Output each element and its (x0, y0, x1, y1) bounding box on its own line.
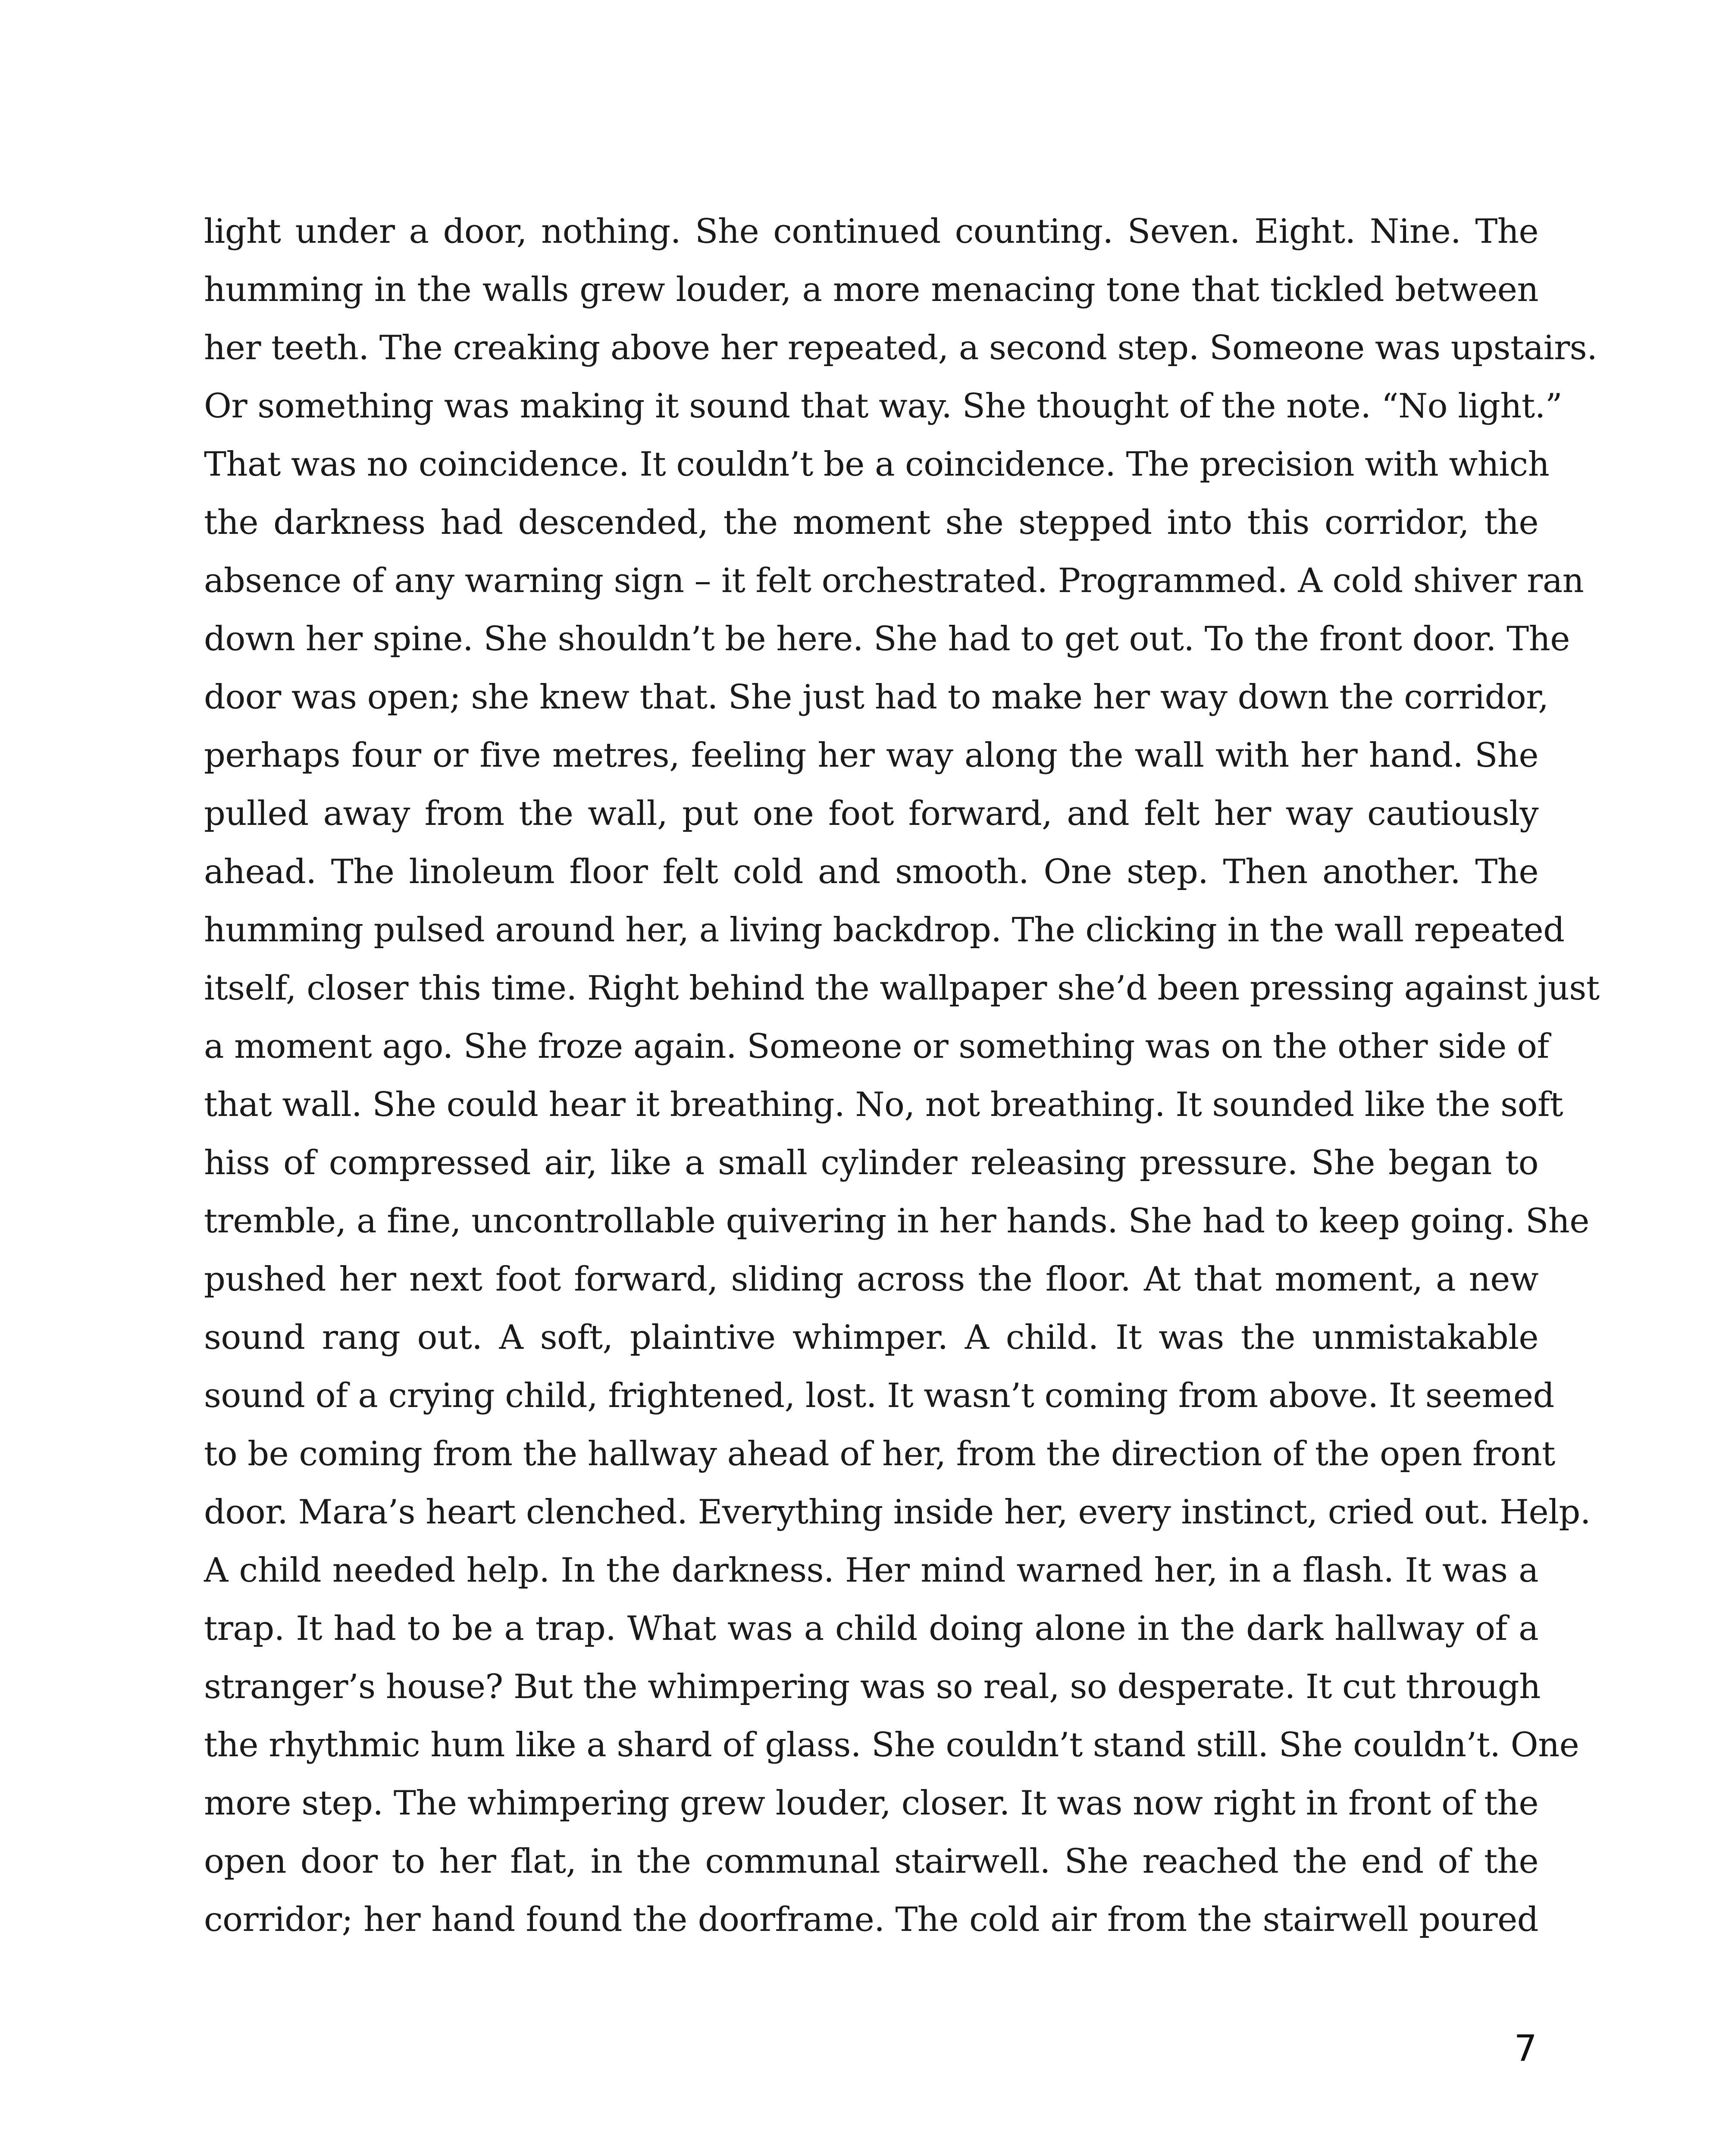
text-line: humming in the walls grew louder, a more menacing tone that tickled between (204, 270, 1538, 309)
text-line: door was open; she knew that. She just had to make her way down the corridor, (204, 678, 1549, 717)
text-line: itself, closer this time. Right behind the wallpaper she’d been pressing against just (204, 969, 1600, 1008)
text-line: Or something was making it sound that way. She thought of the note. “No light.” (204, 387, 1563, 426)
text-line: tremble, a fine, uncontrollable quivering in her hands. She had to keep going. She (204, 1202, 1589, 1241)
text-line: stranger’s house? But the whimpering was so real, so desperate. It cut through (204, 1667, 1541, 1706)
text-line: absence of any warning sign – it felt orchestrated. Programmed. A cold shiver ran (204, 561, 1584, 600)
text-line: ahead. The linoleum floor felt cold and smooth. One step. Then another. The (204, 852, 1538, 891)
text-line: the rhythmic hum like a shard of glass. She couldn’t stand still. She couldn’t. One (204, 1726, 1579, 1764)
text-line: a moment ago. She froze again. Someone or something was on the other side of (204, 1027, 1549, 1066)
page-number: 7 (1514, 2027, 1537, 2069)
text-line: sound rang out. A soft, plaintive whimper. A child. It was the unmistakable (204, 1318, 1538, 1357)
text-line: to be coming from the hallway ahead of her, from the direction of the open front (204, 1435, 1555, 1473)
text-line: pulled away from the wall, put one foot forward, and felt her way cautiously (204, 794, 1538, 833)
text-line: that wall. She could hear it breathing. No, not breathing. It sounded like the soft (204, 1085, 1563, 1124)
text-line: trap. It had to be a trap. What was a child doing alone in the dark hallway of a (204, 1609, 1538, 1648)
text-line: humming pulsed around her, a living backdrop. The clicking in the wall repeated (204, 911, 1565, 950)
text-line: her teeth. The creaking above her repeated, a second step. Someone was upstairs. (204, 329, 1597, 367)
text-line: open door to her flat, in the communal stairwell. She reached the end of the (204, 1842, 1538, 1881)
text-line: down her spine. She shouldn’t be here. She had to get out. To the front door. The (204, 620, 1570, 658)
text-line: the darkness had descended, the moment she stepped into this corridor, the (204, 503, 1538, 542)
text-line: That was no coincidence. It couldn’t be a coincidence. The precision with which (204, 445, 1550, 484)
text-line: light under a door, nothing. She continued counting. Seven. Eight. Nine. The (204, 212, 1538, 251)
text-line: pushed her next foot forward, sliding across the floor. At that moment, a new (204, 1260, 1538, 1299)
text-line: sound of a crying child, frightened, lost. It wasn’t coming from above. It seemed (204, 1376, 1554, 1415)
text-line: door. Mara’s heart clenched. Everything inside her, every instinct, cried out. Help. (204, 1493, 1591, 1532)
text-line: A child needed help. In the darkness. Her mind warned her, in a flash. It was a (204, 1551, 1538, 1590)
text-line: perhaps four or five metres, feeling her way along the wall with her hand. She (204, 736, 1538, 775)
text-line: more step. The whimpering grew louder, closer. It was now right in front of the (204, 1784, 1538, 1823)
text-line: hiss of compressed air, like a small cylinder releasing pressure. She began to (204, 1144, 1538, 1182)
body-text (204, 203, 1600, 1949)
text-line: corridor; her hand found the doorframe. The cold air from the stairwell poured (204, 1900, 1538, 1939)
